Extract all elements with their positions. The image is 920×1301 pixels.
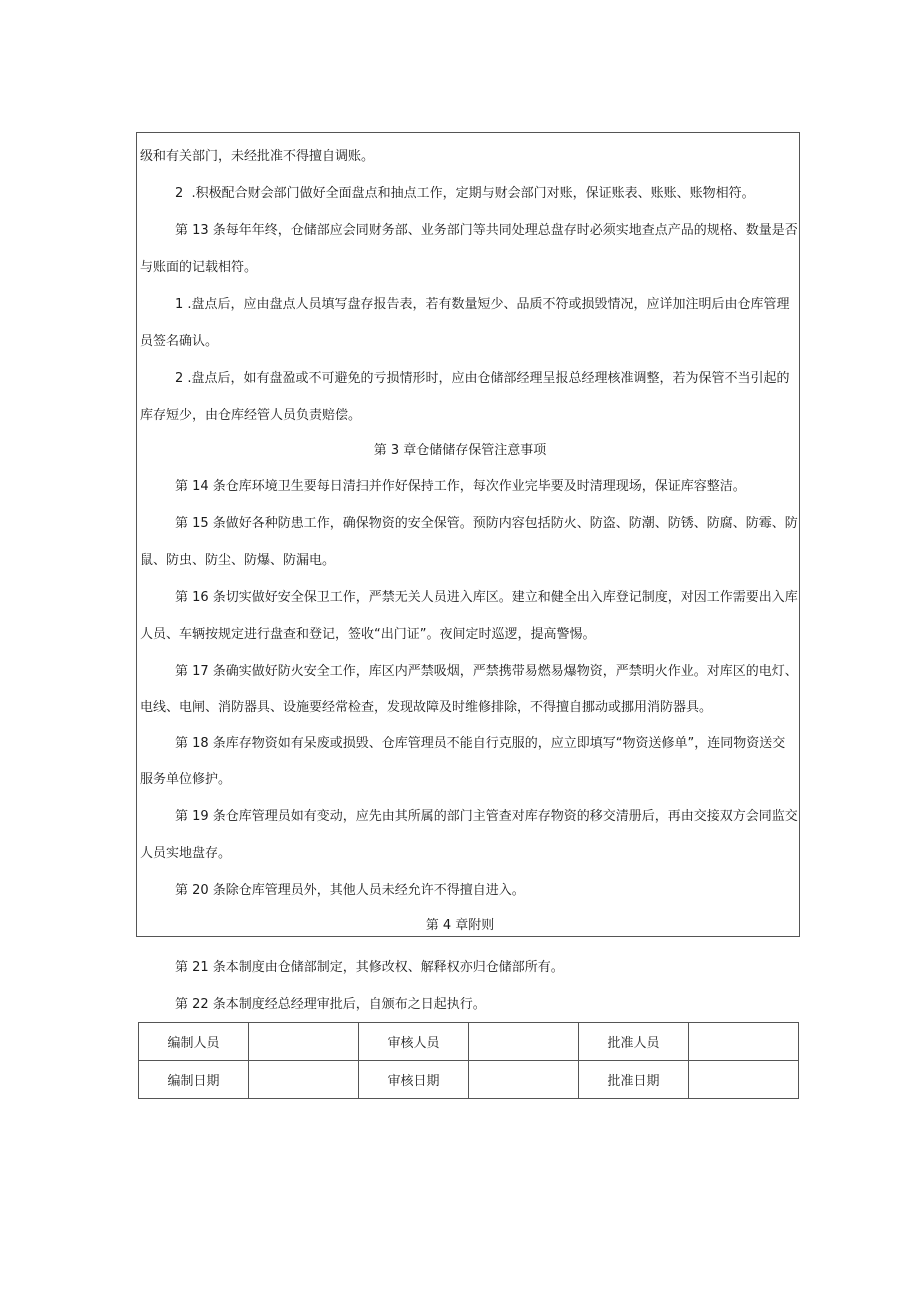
table-cell xyxy=(689,1023,799,1061)
body-line: 第 20 条除仓库管理员外，其他人员未经允许不得擅自进入。 xyxy=(175,883,525,898)
body-line: 第 22 条本制度经总经理审批后，自颁布之日起执行。 xyxy=(175,997,486,1012)
body-line: 库存短少，由仓库经管人员负责赔偿。 xyxy=(140,408,362,423)
body-line: 人员实地盘存。 xyxy=(140,846,232,861)
body-line: 电线、电闸、消防器具、设施要经常检查，发现故障及时维修排除，不得擅自挪动或挪用消防器具。 xyxy=(140,700,713,715)
table-cell: 批准日期 xyxy=(579,1061,689,1099)
body-line: 与账面的记载相符。 xyxy=(140,260,258,275)
body-line: 1 .盘点后，应由盘点人员填写盘存报告表，若有数量短少、品质不符或损毁情况，应详加注明后由仓库管理 xyxy=(175,297,790,312)
table-cell xyxy=(689,1061,799,1099)
body-line: 第 21 条本制度由仓储部制定，其修改权、解释权亦归仓储部所有。 xyxy=(175,960,564,975)
body-line: 2 .盘点后，如有盘盈或不可避免的亏损情形时，应由仓储部经理呈报总经理核准调整，若为保管不当引起的 xyxy=(175,371,790,386)
table-row xyxy=(139,1061,799,1099)
chapter-heading: 第 3 章仓储储存保管注意事项 xyxy=(373,443,547,458)
table-cell: 审核日期 xyxy=(359,1061,469,1099)
body-line: 第 16 条切实做好安全保卫工作，严禁无关人员进入库区。建立和健全出入库登记制度，对因工作需要出入库 xyxy=(175,590,798,605)
table-row xyxy=(139,1023,799,1061)
body-line: 第 14 条仓库环境卫生要每日清扫并作好保持工作，每次作业完毕要及时清理现场，保证库容整洁。 xyxy=(175,479,746,494)
body-line: 第 19 条仓库管理员如有变动，应先由其所属的部门主管查对库存物资的移交清册后，再由交接双方会同监交 xyxy=(175,809,798,824)
body-line: 第 18 条库存物资如有呆废或损毁、仓库管理员不能自行克服的，应立即填写“物资送修单”，连同物资送交 xyxy=(175,736,786,751)
body-line: 鼠、防虫、防尘、防爆、防漏电。 xyxy=(140,553,336,568)
body-line: 人员、车辆按规定进行盘查和登记，签收“出门证”。夜间定时巡逻，提高警惕。 xyxy=(140,627,596,642)
chapter-heading: 第 4 章附则 xyxy=(425,918,495,933)
body-line: 第 15 条做好各种防患工作，确保物资的安全保管。预防内容包括防火、防盗、防潮、防锈、防腐、防霉、防 xyxy=(175,516,798,531)
table-cell xyxy=(249,1023,359,1061)
table-cell: 批准人员 xyxy=(579,1023,689,1061)
table-cell xyxy=(249,1061,359,1099)
signature-table xyxy=(138,1022,799,1099)
table-cell: 编制人员 xyxy=(139,1023,249,1061)
table-cell: 审核人员 xyxy=(359,1023,469,1061)
body-line: 级和有关部门，未经批准不得擅自调账。 xyxy=(140,149,375,164)
table-cell xyxy=(469,1023,579,1061)
body-line: 第 17 条确实做好防火安全工作，库区内严禁吸烟，严禁携带易燃易爆物资，严禁明火作业。对库区的电灯、 xyxy=(175,664,798,679)
table-cell: 编制日期 xyxy=(139,1061,249,1099)
body-line: 第 13 条每年年终，仓储部应会同财务部、业务部门等共同处理总盘存时必须实地查点产品的规格、数量是否 xyxy=(175,223,798,238)
body-line: 员签名确认。 xyxy=(140,334,219,349)
body-line: 服务单位修护。 xyxy=(140,772,232,787)
body-line: 2 .积极配合财会部门做好全面盘点和抽点工作，定期与财会部门对账，保证账表、账账、账物相符。 xyxy=(175,186,755,201)
table-cell xyxy=(469,1061,579,1099)
